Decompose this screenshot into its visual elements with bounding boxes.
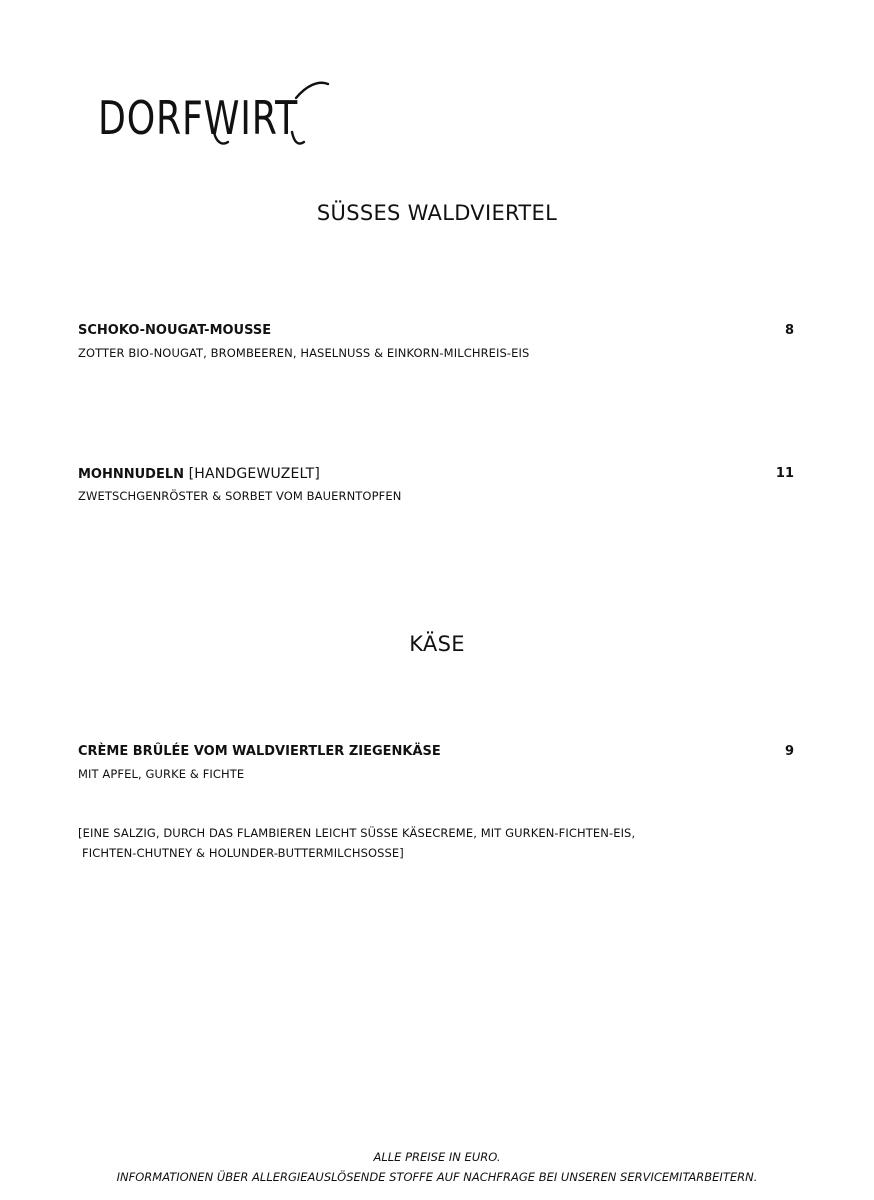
logo-flourish-icon — [296, 83, 328, 98]
item-name — [78, 744, 441, 759]
item-name-text: MOHNNUDELN — [78, 467, 185, 482]
item-name-text: SCHOKO-NOUGAT-MOUSSE — [78, 323, 272, 338]
item-name-extra: [HANDGEWUZELT] — [188, 466, 321, 482]
footer-prices-note: ALLE PREISE IN EURO. — [373, 1150, 501, 1164]
item-name-text: CRÈME BRÛLÉE VOM WALDVIERTLER ZIEGENKÄSE — [78, 744, 441, 759]
item-note-line-2: FICHTEN-CHUTNEY & HOLUNDER-BUTTERMILCHSOSSE] — [82, 846, 404, 860]
item-description: ZWETSCHGENRÖSTER & SORBET VOM BAUERNTOPFEN — [78, 489, 402, 503]
menu-item-creme-brulee — [78, 744, 794, 764]
item-price: 9 — [784, 744, 794, 759]
section-title-kaese: KÄSE — [409, 632, 465, 656]
menu-item-schoko-nougat-mousse — [78, 323, 794, 343]
section-title-suesses-waldviertel: SÜSSES WALDVIERTEL — [316, 201, 558, 225]
item-price: 8 — [784, 323, 794, 338]
item-name — [78, 466, 320, 482]
menu-item-mohnnudeln — [78, 466, 794, 486]
logo-text: DORFWIRT — [98, 91, 298, 145]
item-description: MIT APFEL, GURKE & FICHTE — [78, 767, 245, 781]
item-name — [78, 323, 271, 338]
item-note-line-1: [EINE SALZIG, DURCH DAS FLAMBIEREN LEICHT SÜSSE KÄSECREME, MIT GURKEN-FICHTEN-EIS, — [78, 826, 636, 840]
dorfwirt-logo — [96, 76, 336, 152]
item-description: ZOTTER BIO-NOUGAT, BROMBEEREN, HASELNUSS & EINKORN-MILCHREIS-EIS — [78, 346, 530, 360]
item-price: 11 — [775, 466, 794, 481]
footer-allergen-note: INFORMATIONEN ÜBER ALLERGIEAUSLÖSENDE STOFFE AUF NACHFRAGE BEI UNSEREN SERVICEMITARBEITERN. — [116, 1170, 758, 1184]
